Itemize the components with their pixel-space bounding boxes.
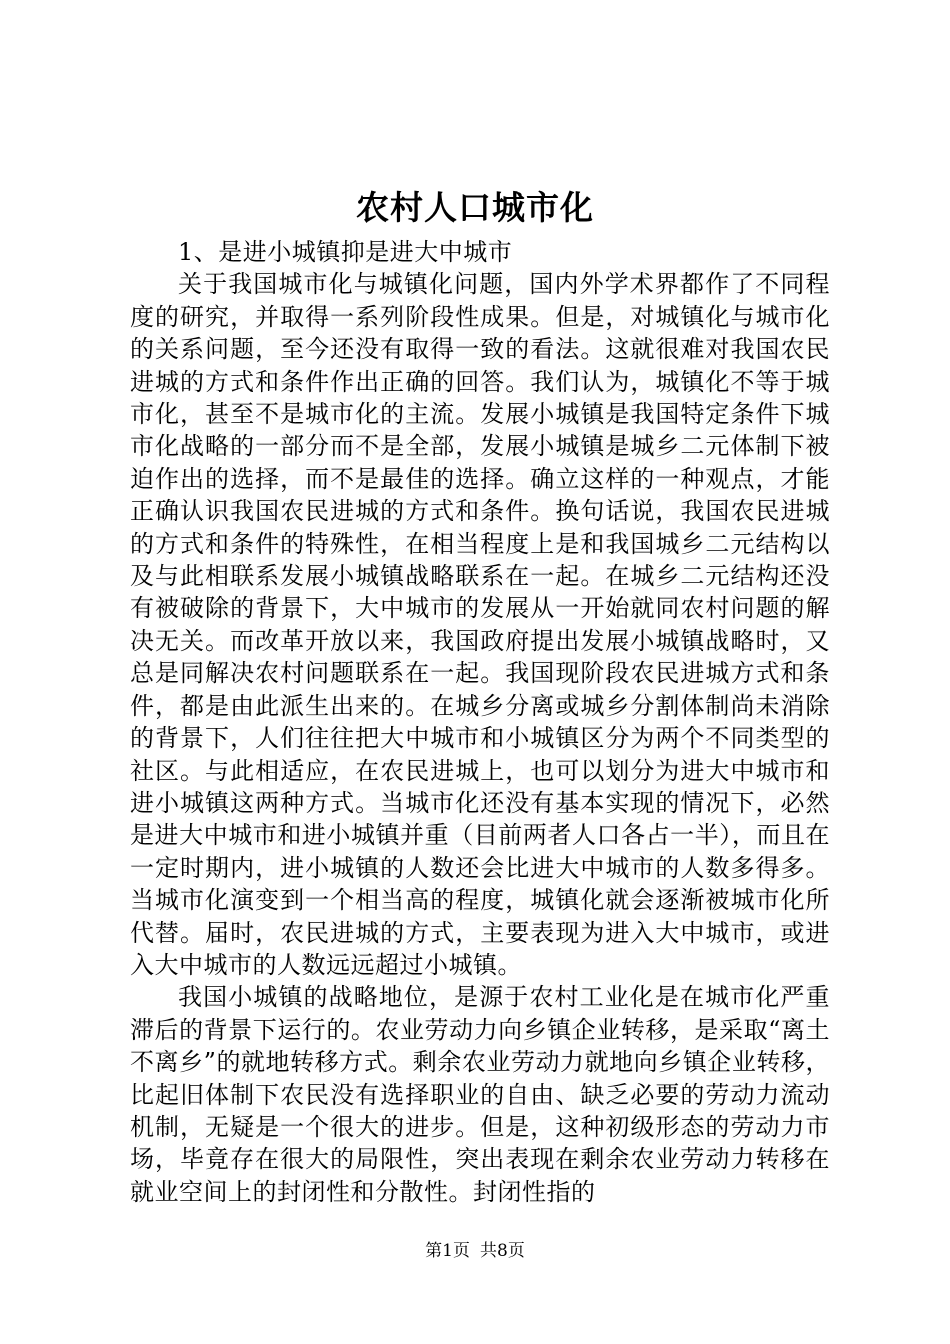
body-paragraph: 关于我国城市化与城镇化问题，国内外学术界都作了不同程度的研究，并取得一系列阶段性成果。但是，对城镇化与城市化的关系问题，至今还没有取得一致的看法。这就很难对我国农民进城的方式和条件作出正确的回答。我们认为，城镇化不等于城市化，甚至不是城市化的主流。发展小城镇是我国特定条件下城市化战略的一部分而不是全部，发展小城镇是城乡二元体制下被迫作出的选择，而不是最佳的选择。确立这样的一种观点，才能正确认识我国农民进城的方式和条件。换句话说，我国农民进城的方式和条件的特殊性，在相当程度上是和我国城乡二元结构以及与此相联系发展小城镇战略联系在一起。在城乡二元结构还没有被破除的背景下，大中城市的发展从一开始就同农村问题的解决无关。而改革开放以来，我国政府提出发展小城镇战略时，又总是同解决农村问题联系在一起。我国现阶段农民进城方式和条件，都是由此派生出来的。在城乡分离或城乡分割体制尚未消除的背景下，人们往往把大中城市和小城镇区分为两个不同类型的社区。与此相适应，在农民进城上，也可以划分为进大中城市和进小城镇这两种方式。当城市化还没有基本实现的情况下，必然是进大中城市和进小城镇并重（目前两者人口各占一半），而且在一定时期内，进小城镇的人数还会比进大中城市的人数多得多。当城市化演变到一个相当高的程度，城镇化就会逐渐被城市化所代替。届时，农民进城的方式，主要表现为进入大中城市，或进入大中城市的人数远远超过小城镇。 (130, 270, 830, 979)
document-title: 农村人口城市化 (356, 188, 594, 227)
section-heading: 1、是进小城镇抑是进大中城市 (178, 238, 513, 266)
body-paragraph: 我国小城镇的战略地位，是源于农村工业化是在城市化严重滞后的背景下运行的。农业劳动力向乡镇企业转移，是采取“离土不离乡”的就地转移方式。剩余农业劳动力就地向乡镇企业转移，比起旧体制下农民没有选择职业的自由、缺乏必要的劳动力流动机制，无疑是一个很大的进步。但是，这种初级形态的劳动力市场，毕竟存在很大的局限性，突出表现在剩余农业劳动力转移在就业空间上的封闭性和分散性。封闭性指的 (130, 983, 830, 1206)
page-total: 共8页 (480, 1241, 525, 1261)
page-footer (0, 1239, 950, 1263)
page-number: 第1页 (425, 1241, 470, 1261)
document-body (130, 236, 830, 1208)
